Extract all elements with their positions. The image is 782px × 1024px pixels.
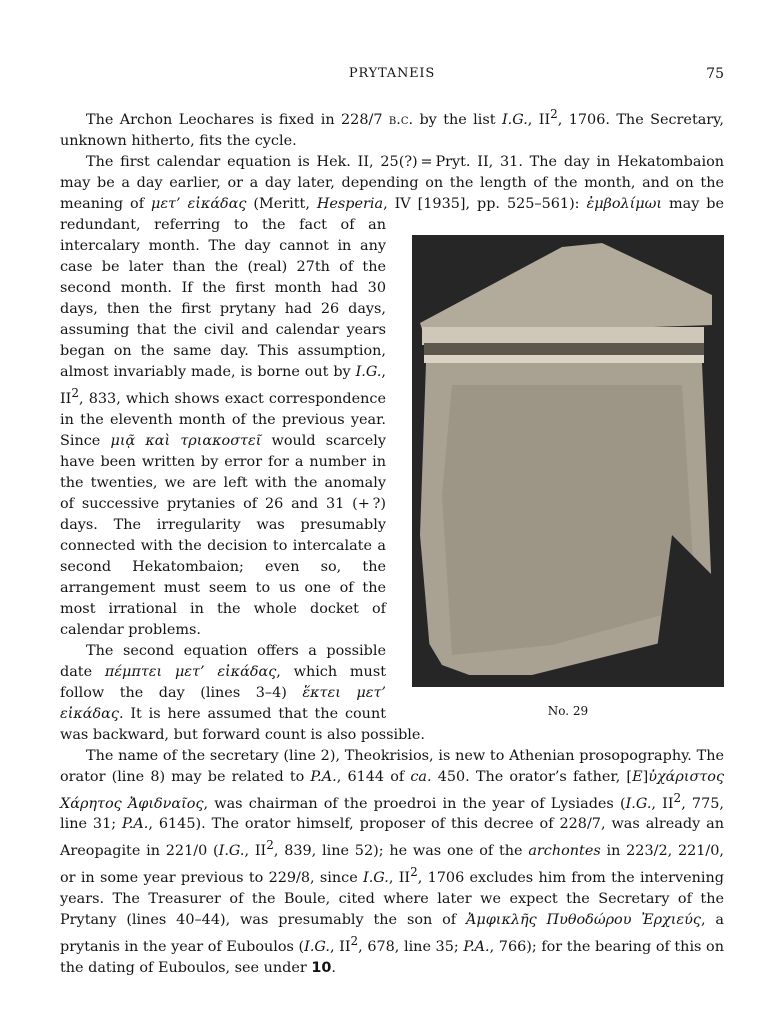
paragraph-archon: The Archon Leochares is fixed in 228/7 b.c. by the list I.G., $II^2$, 1706. The Secretary, unknown hitherto, fits the cycle. (60, 107, 724, 149)
paragraph-secretary-name: The name of the secretary (line 2), Theokrisios, is new to Athenian prosopography. The orator (line 8) may be related to P.A., 6144 of ca. 450. The orator’s father, [E]ὐχάριστος Χάρητος Ἀφιδναῖος, was chairman of the proedroi in the year of Lysiades (I.G., $II^2$, 775, line 31; P.A., 6145). The orator himself, proposer of this decree of 228/7, was already an Areopagite in 221/0 (I.G., $II^2$, 839, line 52); he was one of the archontes in 223/2, 221/0, or in some year previous to 229/8, since I.G., $II^2$, 1706 excludes him from the intervening years. The Treasurer of the Boule, cited where later we expect the Secretary of the Prytany (lines 40–44), was presumably the son of Ἀμφικλῆς Πυθοδώρου Ἐρχιεύς, a prytanis in the year of Euboulos (I.G., $II^2$, 678, line 35; P.A., 766); for the bearing of this on the dating of Euboulos, see under 10. (60, 747, 725, 976)
body-text (60, 104, 724, 979)
figure-caption: No. 29 (547, 703, 589, 718)
paragraph-calendar-equation: The first calendar equation is Hek. II, 25(?) = Pryt. II, 31. The day in Hekatombaion may be a day earlier, or a day later, depending on the length of the month, and on the meaning of μετ’ εἰκάδας (Meritt, Hesperia, IV [1935], pp. 525–561): ἐμβολίμωι No. 29 may be redundant, referring to the fact of an intercalary month. The day cannot in any case be later than the (real) 27th of the second month. If the first month had 30 days, then the first prytany had 26 days, assuming that the civil and calendar years began on the same day. This assumption, almost invariably made, is borne out by I.G., $II^2$, 833, which shows exact correspondence in the eleventh month of the previous year. Since μιᾷ καὶ τριακοστεῖ would scarcely have been written by error for a number in the twenties, we are left with the anomaly of successive prytanies of 26 and 31 (+ ?) days. The irregularity was presumably connected with the decision to intercalate a second Hekatombaion; even so, the arrangement must seem to us one of the most irrational in the whole docket of calendar problems. (60, 152, 724, 641)
page-header (60, 66, 724, 86)
plate-figure (412, 235, 724, 718)
running-title: PRYTANEIS (348, 66, 436, 81)
cross-reference-link[interactable]: 10 (311, 959, 332, 976)
paragraph-second-equation: The second equation offers a possible date πέμπτει μετ’ εἰκάδας, which must follow the day (lines 3–4) ἕκτει μετ’ εἰκάδας. It is here assumed that the count was backward, but forward count is also possible. (60, 642, 425, 743)
page-number: 75 (706, 66, 724, 82)
inscribed-stele-photo (412, 235, 724, 687)
